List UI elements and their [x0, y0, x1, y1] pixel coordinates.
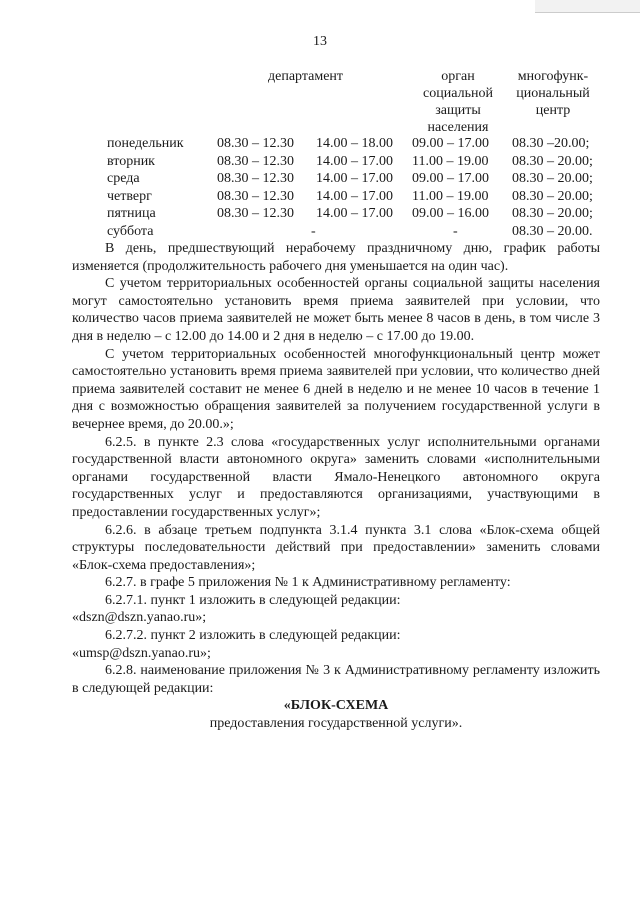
row-dept-morning: 08.30 – 12.30 — [217, 153, 294, 169]
row-organ: 09.00 – 17.00 — [412, 171, 489, 186]
section-subtitle: предоставления государственной услуги». — [209, 716, 463, 732]
page-number: 13 — [313, 34, 327, 49]
header-organ-line: социальной — [423, 86, 493, 101]
header-organ — [408, 68, 508, 136]
row-dept-closed: - — [311, 223, 316, 239]
row-dept-afternoon: 14.00 – 17.00 — [316, 171, 393, 186]
row-dept-morning: 08.30 – 12.30 — [217, 171, 294, 186]
header-organ-line: защиты — [435, 103, 481, 118]
section-title: «БЛОК-СХЕМА — [283, 698, 389, 714]
paragraph: 6.2.8. наименование приложения № 3 к Административному регламенту изложить в следующей редакции: — [72, 663, 600, 696]
email-line: «dszn@dszn.yanao.ru»; — [72, 610, 207, 626]
paragraph: С учетом территориальных особенностей многофункциональный центр может самостоятельно установить время приема заявителей при условии, что количество дней приема заявителей составит не менее 6 дней в неделю и не менее 10 часов в течение 1 дня с возможностью обращения заявителей за получением государственной услуги в вечернее время, до 20.00.»; — [72, 346, 600, 432]
row-dept-morning: 08.30 – 12.30 — [217, 188, 294, 204]
schedule-row — [0, 136, 640, 154]
row-day: суббота — [107, 223, 154, 239]
paragraph: 6.2.7.1. пункт 1 изложить в следующей редакции: — [105, 592, 401, 608]
row-mfc: 08.30 –20.00; — [512, 136, 590, 151]
row-organ: 11.00 – 19.00 — [412, 153, 489, 169]
row-mfc: 08.30 – 20.00; — [512, 206, 593, 221]
paragraph: В день, предшествующий нерабочему праздничному дню, график работы изменяется (продолжительность рабочего дня уменьшается на один час). — [72, 241, 600, 274]
header-mfc-line: циональный — [516, 86, 590, 101]
schedule-row — [0, 154, 640, 172]
header-mfc-line: центр — [535, 103, 571, 118]
row-dept-morning: 08.30 – 12.30 — [217, 136, 294, 151]
row-mfc: 08.30 – 20.00; — [512, 171, 593, 186]
row-mfc: 08.30 – 20.00; — [512, 188, 593, 204]
row-dept-afternoon: 14.00 – 18.00 — [316, 136, 393, 151]
schedule-row-saturday — [0, 224, 640, 242]
schedule-row — [0, 206, 640, 224]
row-dept-afternoon: 14.00 – 17.00 — [316, 153, 393, 169]
header-mfc — [508, 68, 598, 119]
paragraph: 6.2.6. в абзаце третьем подпункта 3.1.4 пункта 3.1 слова «Блок-схема общей структуры последовательности действий при предоставлении» заменить словами «Блок-схема предоставления»; — [72, 522, 600, 573]
header-department: департамент — [268, 69, 344, 84]
row-dept-afternoon: 14.00 – 17.00 — [316, 206, 393, 221]
schedule-row — [0, 189, 640, 207]
row-organ-closed: - — [453, 223, 458, 239]
row-organ: 11.00 – 19.00 — [412, 188, 489, 204]
email-line: «umsp@dszn.yanao.ru»; — [72, 645, 211, 661]
row-day: среда — [107, 171, 140, 186]
row-organ: 09.00 – 17.00 — [412, 136, 489, 151]
paragraph: 6.2.5. в пункте 2.3 слова «государственных услуг исполнительными органами государственной власти автономного округа» заменить словами «исполнительными органами государственной власти Ямало-Ненецкого автономного округа государственных услуг и предоставляются организациями, участвующими в предоставлении государственных услуг»; — [72, 434, 600, 520]
schedule-header — [0, 68, 640, 134]
paragraph: 6.2.7.2. пункт 2 изложить в следующей редакции: — [105, 628, 401, 644]
scan-corner-mark — [535, 0, 640, 13]
paragraph: С учетом территориальных особенностей органы социальной защиты населения могут самостоятельно установить время приема заявителей при условии, что количество часов приема заявителей не может быть менее 8 часов в день, в том числе 3 дня в неделю – с 12.00 до 14.00 и 2 дня в неделю – с 17.00 до 19.00. — [72, 276, 600, 344]
header-organ-line: орган — [441, 69, 475, 84]
row-day: понедельник — [107, 136, 184, 151]
row-dept-morning: 08.30 – 12.30 — [217, 206, 294, 221]
schedule-row — [0, 171, 640, 189]
header-mfc-line: многофунк- — [517, 69, 589, 84]
document-body — [72, 240, 600, 733]
row-dept-afternoon: 14.00 – 17.00 — [316, 188, 393, 204]
row-day: четверг — [107, 188, 152, 204]
row-day: вторник — [107, 153, 155, 169]
row-mfc: 08.30 – 20.00; — [512, 153, 593, 169]
header-organ-line: населения — [427, 120, 489, 135]
schedule-table — [0, 136, 640, 241]
row-day: пятница — [107, 206, 156, 221]
paragraph: 6.2.7. в графе 5 приложения № 1 к Административному регламенту: — [105, 575, 511, 591]
row-organ: 09.00 – 16.00 — [412, 206, 489, 221]
row-mfc: 08.30 – 20.00. — [512, 223, 593, 239]
